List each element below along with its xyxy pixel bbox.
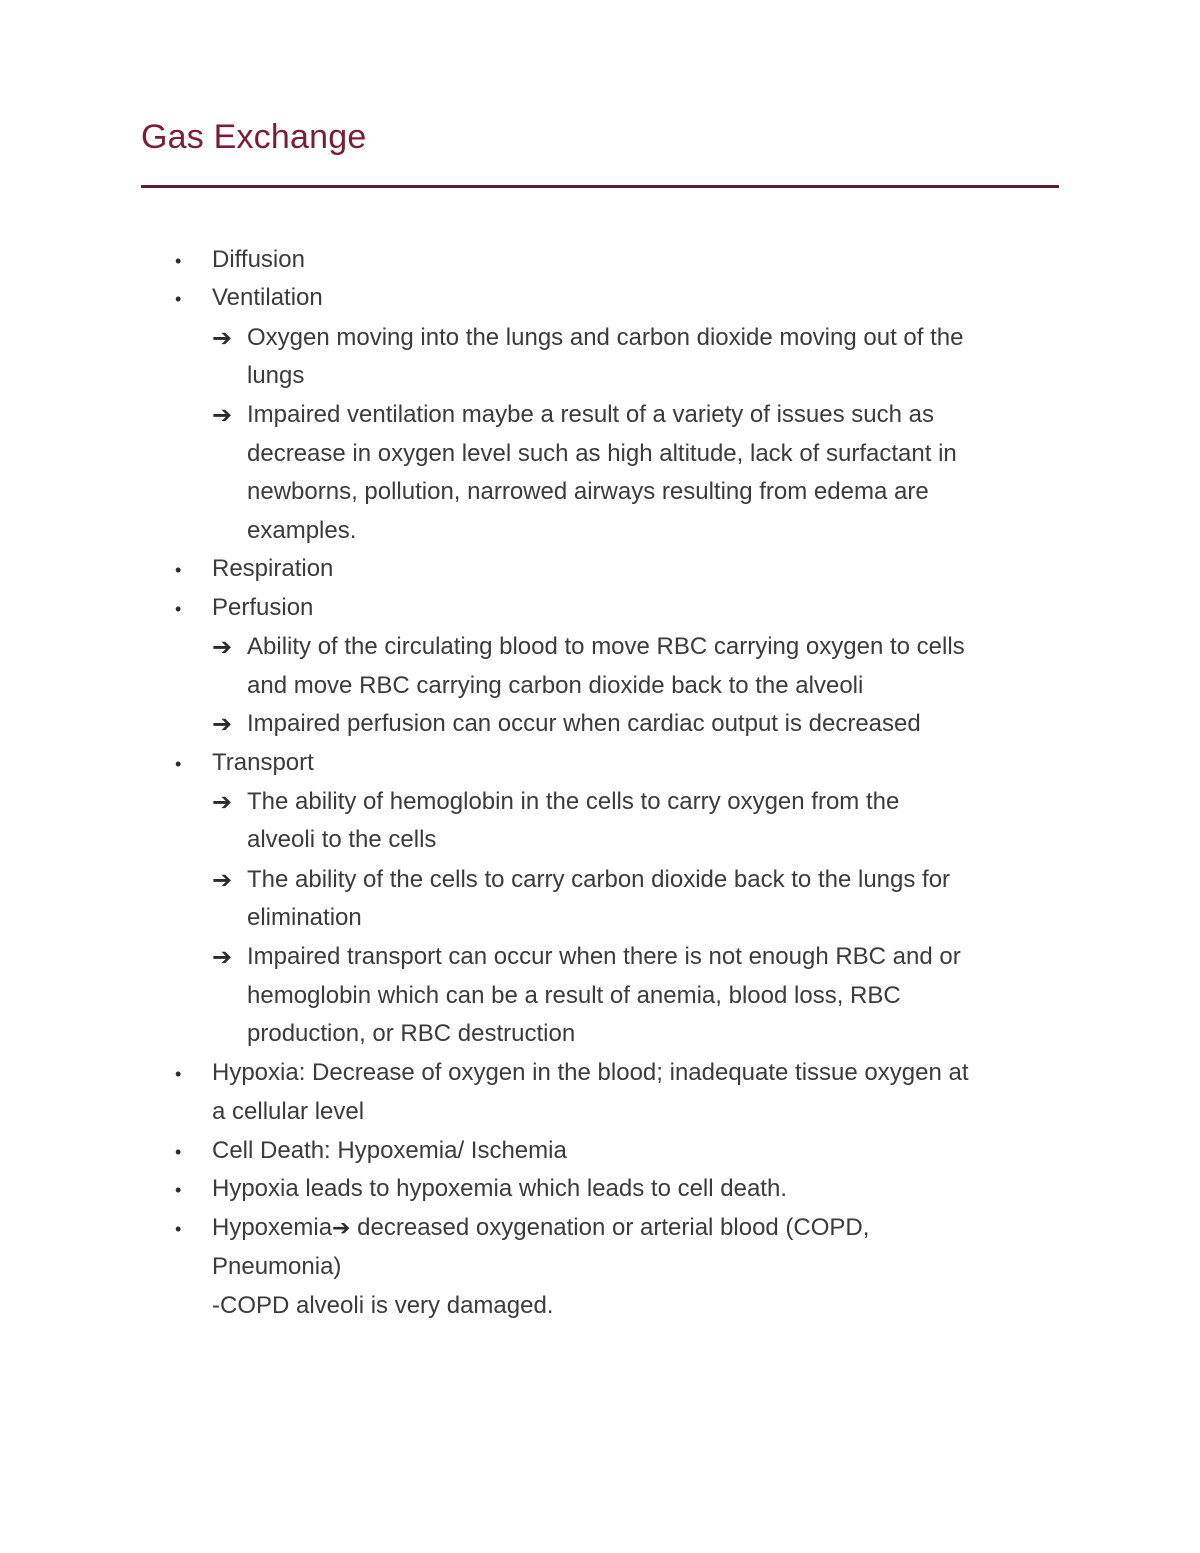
sub-item-text: Ability of the circulating blood to move RBC carrying oxygen to cells — [247, 633, 965, 660]
list-item-ventilation: Ventilation — [212, 284, 323, 311]
bullet-icon: • — [175, 1219, 182, 1239]
arrow-right-icon: ➔ — [212, 633, 233, 661]
title-underline-rule — [141, 185, 1059, 188]
sub-item-text: Oxygen moving into the lungs and carbon dioxide moving out of the — [247, 324, 964, 351]
list-item-hypoxemia — [212, 1213, 869, 1244]
list-item-transport: Transport — [212, 749, 314, 776]
list-item-respiration: Respiration — [212, 555, 334, 582]
page-title: Gas Exchange — [141, 118, 367, 156]
sub-item-text: Impaired ventilation maybe a result of a variety of issues such as — [247, 401, 934, 428]
list-item-continuation: Pneumonia) — [212, 1253, 342, 1280]
sub-item-text: hemoglobin which can be a result of anemia, blood loss, RBC — [247, 982, 901, 1009]
arrow-right-icon: ➔ — [212, 788, 233, 816]
copd-note: -COPD alveoli is very damaged. — [212, 1292, 554, 1319]
list-item-continuation: a cellular level — [212, 1098, 365, 1125]
hypoxemia-description: decreased oxygenation or arterial blood (COPD, — [350, 1214, 870, 1241]
hypoxemia-label: Hypoxemia — [212, 1214, 333, 1241]
arrow-right-icon: ➔ — [212, 710, 233, 738]
arrow-right-icon: ➔ — [212, 324, 233, 352]
sub-item-text: and move RBC carrying carbon dioxide back to the alveoli — [247, 672, 864, 699]
sub-item-text: The ability of the cells to carry carbon dioxide back to the lungs for — [247, 866, 951, 893]
arrow-right-icon: ➔ — [212, 401, 233, 429]
list-item-diffusion: Diffusion — [212, 246, 305, 273]
sub-item-text: The ability of hemoglobin in the cells to carry oxygen from the — [247, 788, 900, 815]
sub-item-text: Impaired perfusion can occur when cardiac output is decreased — [247, 710, 921, 737]
sub-item-text: decrease in oxygen level such as high altitude, lack of surfactant in — [247, 440, 957, 467]
bullet-icon: • — [175, 1180, 182, 1200]
sub-item-text: newborns, pollution, narrowed airways resulting from edema are — [247, 478, 929, 505]
list-item-hypoxia-leads: Hypoxia leads to hypoxemia which leads to cell death. — [212, 1175, 787, 1202]
bullet-icon: • — [175, 560, 182, 580]
list-item-perfusion: Perfusion — [212, 594, 314, 621]
sub-item-text: alveoli to the cells — [247, 826, 437, 853]
bullet-icon: • — [175, 754, 182, 774]
bullet-icon: • — [175, 1142, 182, 1162]
list-item-hypoxia: Hypoxia: Decrease of oxygen in the blood; inadequate tissue oxygen at — [212, 1059, 969, 1086]
bullet-icon: • — [175, 289, 182, 309]
list-item-cell-death: Cell Death: Hypoxemia/ Ischemia — [212, 1137, 567, 1164]
bullet-icon: • — [175, 599, 182, 619]
bullet-icon: • — [175, 251, 182, 271]
sub-item-text: examples. — [247, 517, 357, 544]
sub-item-text: production, or RBC destruction — [247, 1020, 576, 1047]
arrow-right-icon: ➔ — [212, 943, 233, 971]
sub-item-text: Impaired transport can occur when there is not enough RBC and or — [247, 943, 961, 970]
sub-item-text: elimination — [247, 904, 362, 931]
bullet-icon: • — [175, 1064, 182, 1084]
arrow-right-icon: ➔ — [212, 866, 233, 894]
sub-item-text: lungs — [247, 362, 305, 389]
arrow-right-icon: ➔ — [332, 1216, 351, 1241]
